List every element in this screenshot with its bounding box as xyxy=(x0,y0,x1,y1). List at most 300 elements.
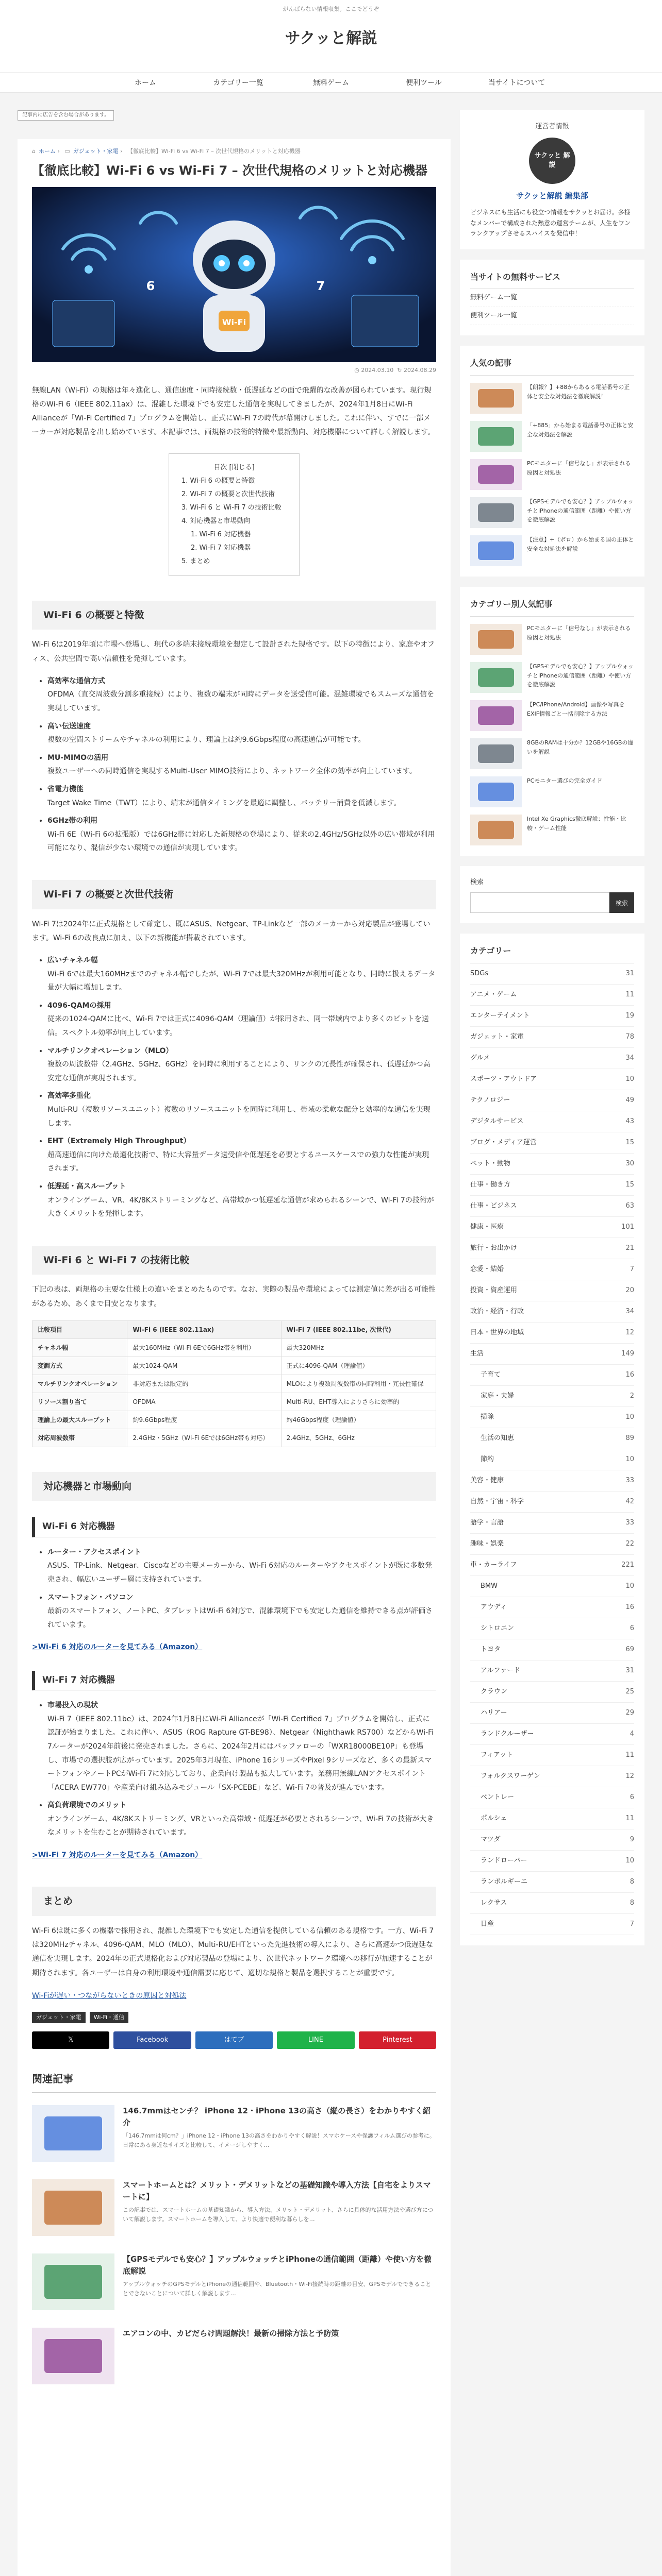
category-count: 10 xyxy=(625,1455,634,1464)
page-title: 【徹底比較】Wi-Fi 6 vs Wi-Fi 7 – 次世代規格のメリットと対応機器 xyxy=(32,163,428,178)
related-title[interactable]: スマートホームとは？メリット・デメリットなどの基礎知識や導入方法【自宅をよりスマートに】 xyxy=(123,2180,431,2201)
profile-desc: ビジネスにも生活にも役立つ情報をサクッとお届け。多様なメンバーで構成された熱意の運営チームが、人生をワンランクアップさせるスパイスを発信中！ xyxy=(470,209,631,238)
category-item[interactable] xyxy=(470,1449,634,1470)
site-logo[interactable]: サクッと解説 xyxy=(285,29,377,47)
subsection-wifi6-devices: Wi-Fi 6 対応機器 xyxy=(32,1517,436,1537)
category-item[interactable] xyxy=(470,1703,634,1724)
category-item[interactable] xyxy=(470,1175,634,1196)
category-name[interactable]: 子育て xyxy=(481,1371,501,1379)
table-cell: 約46Gbps程度（理論値） xyxy=(281,1411,436,1429)
category-item[interactable] xyxy=(470,1576,634,1597)
category-item[interactable] xyxy=(470,1829,634,1851)
category-item[interactable] xyxy=(470,1724,634,1745)
site-tagline: がんばらない情報収集。ここでどうぞ xyxy=(283,6,379,12)
category-name[interactable]: 仕事・働き方 xyxy=(470,1181,511,1189)
popular-item[interactable] xyxy=(470,535,634,566)
category-count: 42 xyxy=(625,1498,634,1506)
table-header-cell: Wi-Fi 6 (IEEE 802.11ax) xyxy=(127,1320,281,1338)
category-item[interactable] xyxy=(470,1682,634,1703)
popular-title[interactable]: 「+885」から始まる電話番号の正体と安全な対処法を解説 xyxy=(527,422,634,438)
feature-title: • マルチリンクオペレーション（MLO） xyxy=(47,1046,173,1055)
table-cell: 非対応または限定的 xyxy=(127,1375,281,1393)
nav-tools[interactable]: 便利ツール xyxy=(406,79,442,87)
category-item[interactable] xyxy=(470,1154,634,1175)
popular-item[interactable] xyxy=(470,459,634,490)
category-count: 10 xyxy=(625,1582,634,1590)
category-name[interactable]: ベントレー xyxy=(481,1793,515,1802)
category-item[interactable] xyxy=(470,1851,634,1872)
related-thumbnail[interactable] xyxy=(32,2179,114,2236)
category-count: 20 xyxy=(625,1286,634,1295)
table-cell: 最大160MHz（Wi-Fi 6Eで6GHz帯を利用） xyxy=(127,1338,281,1357)
category-count: 78 xyxy=(625,1033,634,1041)
popular-thumbnail[interactable] xyxy=(470,497,522,528)
category-count: 12 xyxy=(625,1772,634,1781)
profile-name[interactable]: サクッと解説 編集部 xyxy=(516,191,588,201)
related-title[interactable]: 146.7mmはセンチ？ iPhone 12・iPhone 13の高さ（縦の長さ）をわかりやすく紹介 xyxy=(123,2106,431,2127)
updated-date: 2024.08.29 xyxy=(404,366,436,374)
table-row xyxy=(32,1393,436,1411)
category-item[interactable] xyxy=(470,1217,634,1238)
category-count: 10 xyxy=(625,1075,634,1083)
category-item[interactable] xyxy=(470,1470,634,1492)
category-item[interactable] xyxy=(470,1196,634,1217)
popular-title[interactable]: PCモニター選びの完全ガイド xyxy=(527,777,602,784)
amazon-link-wifi7[interactable]: >Wi-Fi 7 対応のルーターを見てみる（Amazon） xyxy=(32,1851,203,1860)
category-name[interactable]: 美容・健康 xyxy=(470,1477,504,1485)
category-name[interactable]: 生活 xyxy=(470,1350,484,1358)
feature-desc: Multi-RU（複数リソースユニット）複数のリソースユニットを同時に利用し、帯域の柔軟な配分と効率的な通信を実現します。 xyxy=(47,1106,431,1128)
category-item[interactable] xyxy=(470,1259,634,1280)
feature-desc: 複数の空間ストリームやチャネルの利用により、理論上は約9.6Gbps程度の高速通信が可能です。 xyxy=(47,736,366,744)
category-count: 29 xyxy=(625,1709,634,1717)
toc-title[interactable]: 目次 [閉じる] xyxy=(213,463,255,471)
toc-item[interactable]: 5. まとめ xyxy=(181,557,210,565)
category-name[interactable]: ガジェット・家電 xyxy=(470,1033,524,1041)
related-text xyxy=(123,2105,436,2167)
breadcrumb-category[interactable]: ガジェット・家電 xyxy=(73,148,119,155)
popular-title[interactable]: 【GPSモデルでも安心？】アップルウォッチとiPhoneの通信範囲（距離）や使い方を徹底解説 xyxy=(527,498,634,523)
feature-title: • スマートフォン・パソコン xyxy=(47,1593,134,1602)
feature-desc: ASUS、TP-Link、Netgear、Ciscoなどの主要メーカーから、Wi-Fi 6対応のルーターやアクセスポイントが既に多数発売され、幅広いユーザー層に支持されています。 xyxy=(47,1562,432,1584)
category-item[interactable] xyxy=(470,1618,634,1639)
category-name[interactable]: ポルシェ xyxy=(481,1815,507,1823)
category-count: 49 xyxy=(625,1096,634,1105)
related-item[interactable] xyxy=(32,2179,436,2241)
category-item[interactable] xyxy=(470,1407,634,1428)
popular-title[interactable]: 8GBのRAMは十分か？12GBや16GBの違いを解説 xyxy=(527,739,634,755)
category-item[interactable] xyxy=(470,1428,634,1449)
popular-item[interactable] xyxy=(470,815,634,845)
category-popular-title: カテゴリー別人気記事 xyxy=(470,597,634,617)
popular-thumbnail[interactable] xyxy=(470,624,522,655)
share-button[interactable]: LINE xyxy=(277,2031,354,2049)
category-item[interactable] xyxy=(470,1238,634,1259)
category-name[interactable]: 節約 xyxy=(481,1455,494,1464)
related-item[interactable] xyxy=(32,2253,436,2315)
category-name[interactable]: マツダ xyxy=(481,1836,501,1844)
popular-title[interactable]: 【PC/iPhone/Android】画像や写真をEXIF情報ごと一括削除する方法 xyxy=(527,701,625,717)
category-item[interactable] xyxy=(470,1006,634,1027)
related-thumbnail[interactable] xyxy=(32,2253,114,2310)
feature-title: • 6GHz帯の利用 xyxy=(47,817,98,825)
category-item[interactable] xyxy=(470,1808,634,1829)
category-name[interactable]: 恋愛・結婚 xyxy=(470,1265,504,1274)
section-wifi7-text: Wi-Fi 7は2024年に正式規格として確定し、既にASUS、Netgear、TP-Linkなど一部のメーカーから対応製品が登場しています。Wi-Fi 6の改良点に加え、以下の新機能が搭載されています。 xyxy=(32,920,431,942)
category-item[interactable] xyxy=(470,1492,634,1513)
svg-text:7: 7 xyxy=(316,278,325,293)
category-item[interactable] xyxy=(470,1872,634,1893)
lead-paragraph: 無線LAN（Wi-Fi）の規格は年々進化し、通信速度・同時接続数・低遅延などの面で飛躍的な改善が図られています。現行規格のWi-Fi 6（IEEE 802.11ax）は、混雑した環境下でも安定した通信を実現してきましたが、2024年1月8日にWi-Fi Allianceが「Wi-Fi Certified 7」プログラムを開始し、正式にWi-Fi 7の時代が幕開けしました。これに伴い、すでに一部メーカーが対応製品を出し始めています。本記事では、両規格の技術的特徴や最新動向、対応機器について詳しく解説します。 xyxy=(32,386,435,437)
table-header-row xyxy=(32,1320,436,1338)
category-count: 31 xyxy=(625,1667,634,1675)
category-name[interactable]: 趣味・娯楽 xyxy=(470,1540,504,1548)
toc-item[interactable]: 1. Wi-Fi 6 対応機器 xyxy=(191,530,251,538)
category-item[interactable] xyxy=(470,1745,634,1766)
popular-thumbnail[interactable] xyxy=(470,459,522,490)
category-count: 221 xyxy=(621,1561,634,1569)
breadcrumb-home[interactable]: ホーム xyxy=(38,148,56,155)
thumb-shape xyxy=(478,465,514,484)
category-name[interactable]: 旅行・お出かけ xyxy=(470,1244,518,1252)
related-excerpt: 「146.7mmは何cm？」iPhone 12・iPhone 13の高さをわかりやすく解説！スマホケースや保護フィルム選びの参考に。日常にある身近なサイズと比較して、イメージしやすく… xyxy=(123,2132,435,2148)
table-row xyxy=(32,1375,436,1393)
section-devices: 対応機器と市場動向 xyxy=(32,1472,436,1501)
category-item[interactable] xyxy=(470,1132,634,1154)
category-count: 6 xyxy=(630,1793,634,1802)
category-name[interactable]: 投資・資産運用 xyxy=(470,1286,518,1295)
category-item[interactable] xyxy=(470,985,634,1006)
category-item[interactable] xyxy=(470,1597,634,1618)
popular-item[interactable] xyxy=(470,662,634,693)
feature-title: • MU-MIMOの活用 xyxy=(47,753,109,762)
category-item[interactable] xyxy=(470,1914,634,1935)
category-name[interactable]: クラウン xyxy=(481,1688,508,1696)
popular-thumbnail[interactable] xyxy=(470,776,522,807)
category-item[interactable] xyxy=(470,1069,634,1090)
category-count: 7 xyxy=(630,1265,634,1274)
share-buttons xyxy=(32,2031,436,2049)
feature-title: • 市場投入の現状 xyxy=(47,1701,98,1710)
feature-title: • 高効率多重化 xyxy=(47,1092,91,1100)
popular-widget xyxy=(460,346,644,577)
category-name[interactable]: 政治・経済・行政 xyxy=(470,1308,524,1316)
table-row xyxy=(32,1338,436,1357)
popular-title[interactable]: 【朗報？】+88からあるる電話番号の正体と安全な対処法を徹底解説！ xyxy=(527,384,630,400)
global-nav xyxy=(0,72,662,93)
category-item[interactable] xyxy=(470,1555,634,1576)
category-name[interactable]: ブログ・メディア運営 xyxy=(470,1139,537,1147)
feature-desc: 複数ユーザーへの同時通信を実現するMulti-User MIMO技術により、ネットワーク全体の効率が向上しています。 xyxy=(47,767,417,776)
category-count: 7 xyxy=(630,1920,634,1928)
table-cell: OFDMA xyxy=(127,1393,281,1411)
category-count: 8 xyxy=(630,1899,634,1907)
related-text xyxy=(123,2179,436,2241)
popular-thumbnail[interactable] xyxy=(470,738,522,769)
related-excerpt: この記事では、スマートホームの基礎知識から、導入方法、メリット・デメリット、さらに具体的な活用方法や選び方について解説します。スマートホームを導入して、より快適で便利な暮らしを… xyxy=(123,2207,434,2223)
category-count: 11 xyxy=(625,1815,634,1823)
category-count: 15 xyxy=(625,1139,634,1147)
popular-thumbnail[interactable] xyxy=(470,535,522,566)
refresh-icon: ↻ xyxy=(397,366,402,374)
category-item[interactable] xyxy=(470,1365,634,1386)
profile-widget xyxy=(460,110,644,249)
category-name[interactable]: アルファード xyxy=(481,1667,521,1675)
popular-item[interactable] xyxy=(470,738,634,769)
popular-item[interactable] xyxy=(470,776,634,807)
nav-free-games[interactable]: 無料ゲーム xyxy=(313,79,349,87)
list-item xyxy=(47,1799,436,1840)
category-name[interactable]: SDGs xyxy=(470,970,489,978)
category-name[interactable]: BMW xyxy=(481,1582,498,1590)
site-header xyxy=(0,0,662,93)
thumb-shape xyxy=(478,541,514,560)
category-name[interactable]: エンターテイメント xyxy=(470,1012,530,1020)
feature-desc: 超高速通信に向けた最適化技術で、特に大容量データ送受信や低遅延を必要とするユースケースでの強力な性能が実現されます。 xyxy=(47,1150,429,1173)
category-name[interactable]: シトロエン xyxy=(481,1624,515,1633)
popular-item[interactable] xyxy=(470,700,634,731)
section-comparison-text: 下記の表は、両規格の主要な仕様上の違いをまとめたものです。なお、実際の製品や環境によっては測定値に差が出る可能性があるため、あくまで目安となります。 xyxy=(32,1285,436,1308)
table-cell: 約9.6Gbps程度 xyxy=(127,1411,281,1429)
thumb-shape xyxy=(44,2265,102,2299)
table-row xyxy=(32,1357,436,1375)
nav-categories[interactable]: カテゴリー一覧 xyxy=(213,79,263,87)
thumb-shape xyxy=(478,630,514,649)
category-count: 34 xyxy=(625,1054,634,1062)
thumb-shape xyxy=(478,783,514,801)
category-count: 149 xyxy=(621,1350,634,1358)
list-item xyxy=(47,814,436,855)
popular-item[interactable] xyxy=(470,624,634,655)
table-cell: Multi-RU、EHT導入によりさらに効率的 xyxy=(281,1393,436,1411)
table-cell: 2.4GHz・5GHz（Wi-Fi 6Eでは6GHz帯も対応） xyxy=(127,1429,281,1447)
table-cell: 理論上の最大スループット xyxy=(32,1411,127,1429)
category-count: 6 xyxy=(630,1624,634,1633)
category-count: 16 xyxy=(625,1603,634,1612)
category-name[interactable]: 仕事・ビジネス xyxy=(470,1202,517,1210)
share-button[interactable]: はてブ xyxy=(195,2031,273,2049)
table-cell: マルチリンクオペレーション xyxy=(32,1375,127,1393)
nav-about[interactable]: 当サイトについて xyxy=(488,79,545,87)
category-name[interactable]: アウディ xyxy=(481,1603,507,1612)
category-name[interactable]: 日産 xyxy=(481,1920,494,1928)
category-name[interactable]: 日本・世界の地域 xyxy=(470,1329,524,1337)
category-item[interactable] xyxy=(470,1639,634,1660)
services-title: 当サイトの無料サービス xyxy=(470,270,634,290)
hero-image xyxy=(32,187,436,362)
popular-title[interactable]: Intel Xe Graphics徹底解説：性能・比較・ゲーム性能 xyxy=(527,815,626,832)
feature-desc: Wi-Fi 6E（Wi-Fi 6の拡張版）では6GHz帯に対応した新規格の登場により、従来の2.4GHz/5GHz以外の広い帯域が利用可能になり、混信が少ない環境での通信が実現しています。 xyxy=(47,830,435,853)
list-item xyxy=(47,674,436,716)
category-name[interactable]: レクサス xyxy=(481,1899,507,1907)
category-name[interactable]: ランドローバー xyxy=(481,1857,527,1865)
thumb-shape xyxy=(44,2191,102,2225)
comparison-table xyxy=(32,1320,436,1447)
related-title[interactable]: 【GPSモデルでも安心？】アップルウォッチとiPhoneの通信範囲（距離）や使い方を徹底解説 xyxy=(123,2255,432,2276)
list-item xyxy=(47,783,436,810)
category-name[interactable]: ハリアー xyxy=(481,1709,507,1717)
feature-title: • EHT（Extremely High Throughput） xyxy=(47,1137,191,1146)
toc-item[interactable]: 2. Wi-Fi 7 の概要と次世代技術 xyxy=(181,490,275,498)
popular-title[interactable]: 【GPSモデルでも安心？】アップルウォッチとiPhoneの通信範囲（距離）や使い方を徹底解説 xyxy=(527,663,634,688)
popular-title[interactable]: PCモニターに「信号なし」が表示される原因と対処法 xyxy=(527,460,631,476)
category-item[interactable] xyxy=(470,1280,634,1301)
popular-thumbnail[interactable] xyxy=(470,700,522,731)
related-heading: 関連記事 xyxy=(32,2070,436,2093)
popular-item[interactable] xyxy=(470,497,634,528)
category-name[interactable]: トヨタ xyxy=(481,1646,501,1654)
category-count: 31 xyxy=(625,970,634,978)
category-name[interactable]: 健康・医療 xyxy=(470,1223,504,1231)
category-name[interactable]: テクノロジー xyxy=(470,1096,510,1105)
category-item[interactable] xyxy=(470,1660,634,1682)
category-item[interactable] xyxy=(470,1111,634,1132)
popular-title[interactable]: 【注意】+（ボロ）から始まる国の正体と安全な対処法を解説 xyxy=(527,536,634,552)
category-item[interactable] xyxy=(470,1787,634,1808)
popular-item[interactable] xyxy=(470,383,634,414)
table-cell: MLOにより複数周波数帯の同時利用・冗長性確保 xyxy=(281,1375,436,1393)
category-name[interactable]: フィアット xyxy=(481,1751,514,1759)
category-count: 25 xyxy=(625,1688,634,1696)
popular-item[interactable] xyxy=(470,421,634,452)
category-name[interactable]: スポーツ・アウトドア xyxy=(470,1075,537,1083)
search-input[interactable] xyxy=(470,892,609,913)
category-item[interactable] xyxy=(470,1048,634,1069)
share-button[interactable]: Facebook xyxy=(113,2031,191,2049)
category-count: 11 xyxy=(625,991,634,999)
toc-item[interactable]: 1. Wi-Fi 6 の概要と特徴 xyxy=(181,477,255,485)
breadcrumb: ⌂ ホーム › ▭ ガジェット・家電 › 【徹底比較】Wi-Fi 6 vs Wi-Fi 7 – 次世代規格のメリットと対応機器 xyxy=(32,148,301,155)
category-count: 34 xyxy=(625,1308,634,1316)
related-thumbnail[interactable] xyxy=(32,2105,114,2162)
popular-title[interactable]: PCモニターに「信号なし」が表示される原因と対処法 xyxy=(527,624,631,641)
list-item xyxy=(47,1044,436,1086)
wifi7-devices-list xyxy=(47,1699,436,1840)
category-count: 69 xyxy=(625,1646,634,1654)
category-item[interactable] xyxy=(470,1301,634,1323)
popular-thumbnail[interactable] xyxy=(470,383,522,414)
toc-item[interactable]: 3. Wi-Fi 6 と Wi-Fi 7 の技術比較 xyxy=(181,503,282,512)
related-title[interactable]: エアコンの中、カビだらけ問題解決！最新の掃除方法と予防策 xyxy=(123,2329,339,2338)
related-list xyxy=(32,2105,436,2389)
table-header-cell: 比較項目 xyxy=(32,1320,127,1338)
share-button[interactable]: 𝕏 xyxy=(32,2031,109,2049)
home-icon: ⌂ xyxy=(32,148,36,155)
list-item xyxy=(47,1591,436,1632)
category-count: 8 xyxy=(630,1878,634,1886)
category-item[interactable] xyxy=(470,963,634,985)
feature-title: • 低遅延・高スループット xyxy=(47,1182,126,1191)
categories-widget xyxy=(460,934,644,1945)
related-inline-link[interactable]: Wi-Fiが遅い・つながらないときの原因と対処法 xyxy=(32,1991,187,2000)
category-item[interactable] xyxy=(470,1027,634,1048)
category-count: 33 xyxy=(625,1477,634,1485)
category-count: 101 xyxy=(621,1223,634,1231)
feature-desc: 複数の周波数帯（2.4GHz、5GHz、6GHz）を同時に利用することにより、リンクの冗長性が確保され、低遅延かつ高安定な通信が実現されます。 xyxy=(47,1060,431,1082)
related-text xyxy=(123,2253,436,2315)
category-item[interactable] xyxy=(470,1513,634,1534)
table-row xyxy=(32,1429,436,1447)
category-name[interactable]: フォルクスワーゲン xyxy=(481,1772,540,1781)
category-name[interactable]: アニメ・ゲーム xyxy=(470,991,517,999)
table-row xyxy=(32,1411,436,1429)
category-item[interactable] xyxy=(470,1386,634,1407)
toc-item[interactable]: 4. 対応機器と市場動向 xyxy=(181,517,251,525)
list-item xyxy=(47,751,436,778)
category-name[interactable]: ランボルギーニ xyxy=(481,1878,528,1886)
wifi7-feature-list xyxy=(47,954,436,1221)
list-item xyxy=(47,1134,436,1176)
category-name[interactable]: 生活の知恵 xyxy=(481,1434,515,1443)
category-name[interactable]: グルメ xyxy=(470,1054,490,1062)
popular-thumbnail[interactable] xyxy=(470,421,522,452)
category-item[interactable] xyxy=(470,1893,634,1914)
category-item[interactable] xyxy=(470,1344,634,1365)
category-count: 43 xyxy=(625,1117,634,1126)
category-count: 15 xyxy=(625,1181,634,1189)
table-cell: リソース割り当て xyxy=(32,1393,127,1411)
service-tools[interactable]: 便利ツール一覧 xyxy=(470,307,634,325)
toc-item[interactable]: 2. Wi-Fi 7 対応機器 xyxy=(191,544,251,552)
service-free-games[interactable]: 無料ゲーム一覧 xyxy=(470,289,634,307)
tag-list xyxy=(32,2012,436,2023)
category-item[interactable] xyxy=(470,1323,634,1344)
feature-title: • 高負荷環境でのメリット xyxy=(47,1801,127,1810)
ad-notice: 記事内に広告を含む場合があります。 xyxy=(18,110,114,121)
thumb-shape xyxy=(478,427,514,446)
category-item[interactable] xyxy=(470,1090,634,1111)
related-item[interactable] xyxy=(32,2328,436,2389)
category-name[interactable]: ランドクルーザー xyxy=(481,1730,534,1738)
popular-thumbnail[interactable] xyxy=(470,815,522,845)
related-item[interactable] xyxy=(32,2105,436,2167)
profile-avatar: サクッと 解説 xyxy=(529,138,575,184)
category-count: 22 xyxy=(625,1540,634,1548)
category-name[interactable]: 語学・言語 xyxy=(470,1519,504,1527)
nav-home[interactable]: ホーム xyxy=(135,79,156,87)
related-thumbnail[interactable] xyxy=(32,2328,114,2384)
category-name[interactable]: 掃除 xyxy=(481,1413,494,1421)
clock-icon: ◷ xyxy=(354,366,359,374)
subsection-wifi7-devices: Wi-Fi 7 対応機器 xyxy=(32,1671,436,1691)
table-cell: 最大1024-QAM xyxy=(127,1357,281,1375)
section-wifi7: Wi-Fi 7 の概要と次世代技術 xyxy=(32,880,436,909)
popular-thumbnail[interactable] xyxy=(470,662,522,693)
list-item xyxy=(47,954,436,995)
related-excerpt: アップルウォッチのGPSモデルとiPhoneの通信範囲や、Bluetooth・Wi-Fi接続時の距離の目安、GPSモデルでできることとできないことについて詳しく解説します… xyxy=(123,2281,432,2297)
thumb-shape xyxy=(478,389,514,408)
search-button[interactable]: 検索 xyxy=(609,892,634,913)
tag-wifi[interactable]: Wi-Fi・通信 xyxy=(90,2012,128,2023)
profile-role: 運営者情報 xyxy=(535,123,569,130)
tag-gadget[interactable]: ガジェット・家電 xyxy=(32,2012,86,2023)
thumb-shape xyxy=(44,2116,102,2150)
category-count: 9 xyxy=(630,1836,634,1844)
category-name[interactable]: ペット・動物 xyxy=(470,1160,511,1168)
category-item[interactable] xyxy=(470,1534,634,1555)
category-name[interactable]: 車・カーライフ xyxy=(470,1561,517,1569)
category-name[interactable]: 自然・宇宙・科学 xyxy=(470,1498,524,1506)
list-item xyxy=(47,720,436,747)
category-item[interactable] xyxy=(470,1766,634,1787)
category-name[interactable]: 家庭・夫婦 xyxy=(481,1392,515,1400)
section-wifi6-text: Wi-Fi 6は2019年頃に市場へ登場し、現代の多端末接続環境を想定して設計された規格です。以下の特徴により、家庭やオフィス、公共空間で高い信頼性を発揮しています。 xyxy=(32,640,435,663)
feature-title: • 4096-QAMの採用 xyxy=(47,1001,111,1010)
breadcrumb-current: 【徹底比較】Wi-Fi 6 vs Wi-Fi 7 – 次世代規格のメリットと対応機器 xyxy=(127,148,301,155)
amazon-link-wifi6[interactable]: >Wi-Fi 6 対応のルーターを見てみる（Amazon） xyxy=(32,1643,203,1652)
share-button[interactable]: Pinterest xyxy=(359,2031,436,2049)
category-name[interactable]: デジタルサービス xyxy=(470,1117,524,1126)
